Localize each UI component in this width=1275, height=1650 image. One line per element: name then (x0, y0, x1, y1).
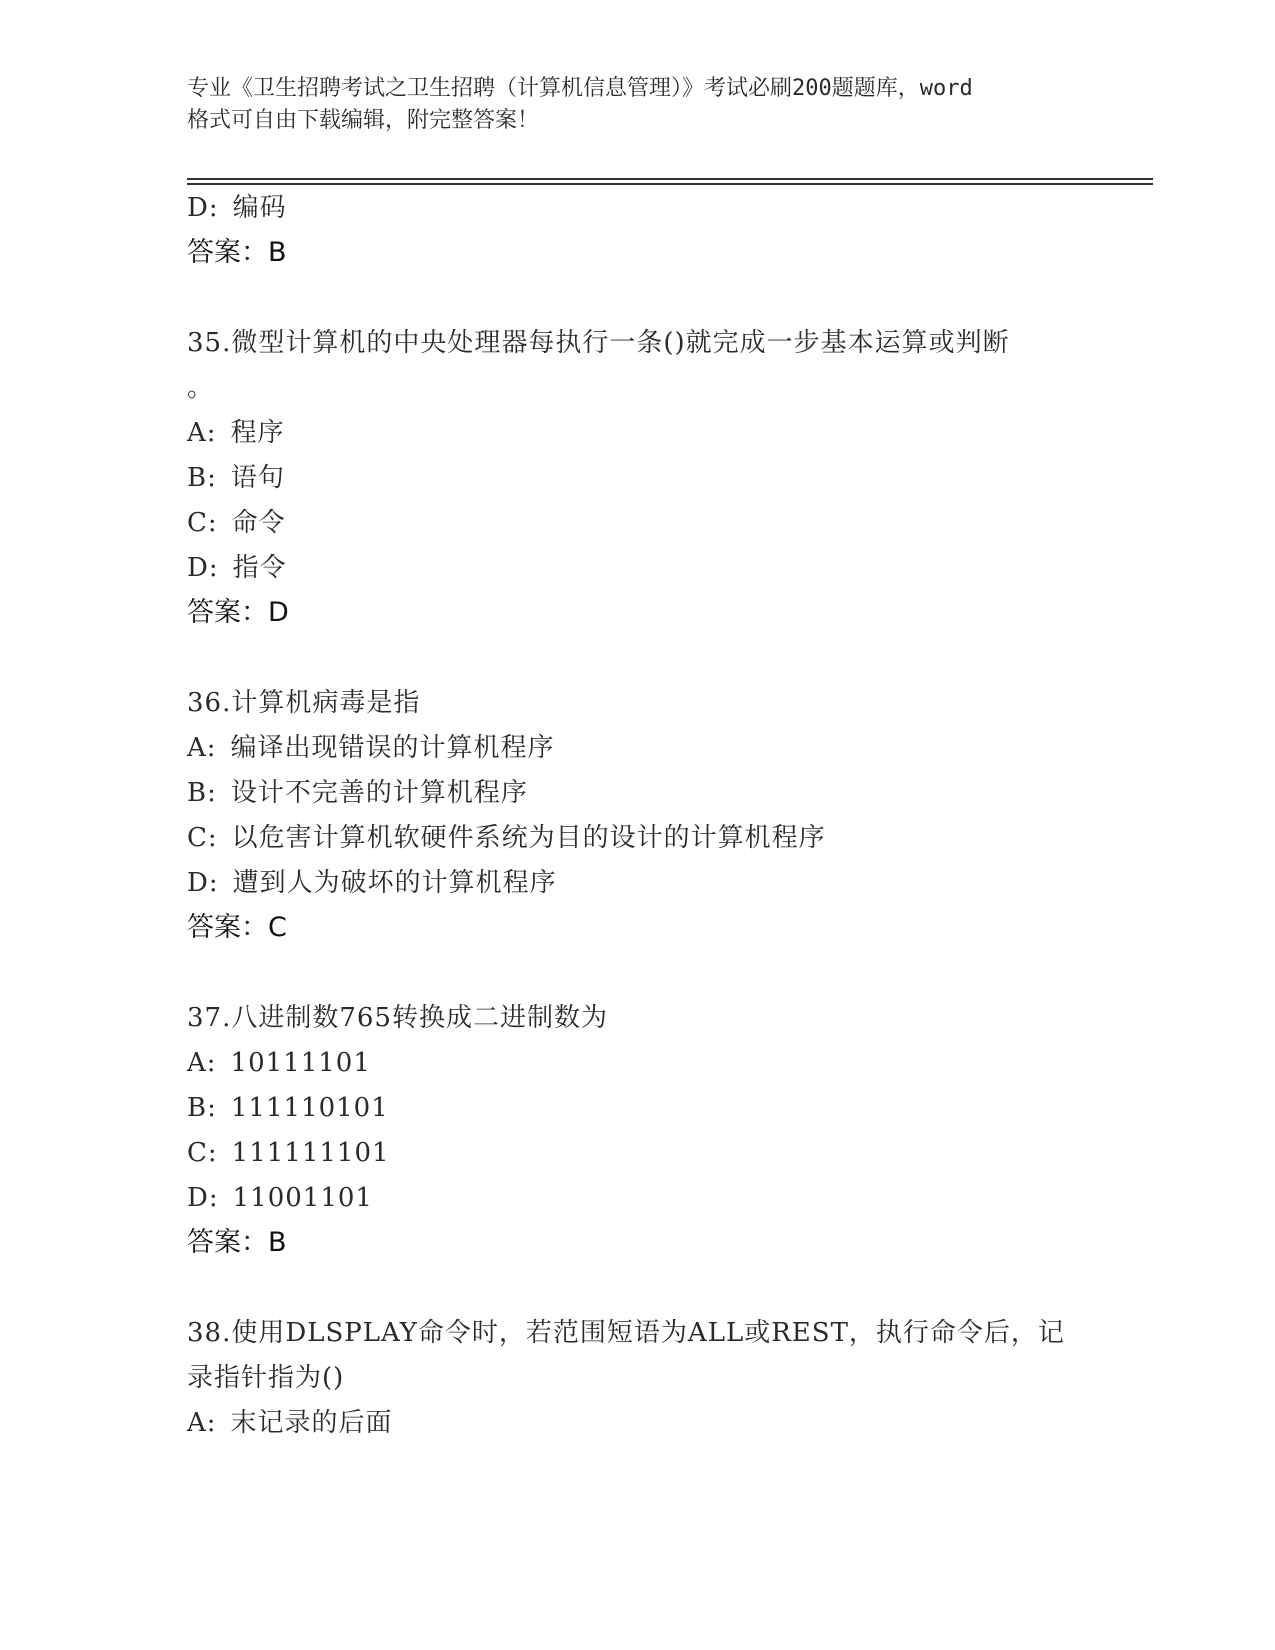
option-d: D: 指令 (187, 553, 287, 583)
option-a: A: 编译出现错误的计算机程序 (187, 733, 555, 763)
question-38-stem: 38.使用DLSPLAY命令时，若范围短语为ALL或REST，执行命令后，记 (187, 1318, 1065, 1348)
document-header (187, 73, 1087, 137)
option-b: B: 111110101 (187, 1093, 389, 1123)
header-divider-bottom (187, 183, 1153, 185)
option-d: D: 遭到人为破坏的计算机程序 (187, 868, 557, 898)
question-36-stem: 36.计算机病毒是指 (187, 688, 421, 718)
answer-line: 答案：D (187, 597, 289, 628)
question-38-stem-cont: 录指针指为() (187, 1363, 345, 1393)
option-d: D: 11001101 (187, 1183, 373, 1213)
option-a: A: 程序 (187, 418, 285, 448)
option-b: B: 设计不完善的计算机程序 (187, 778, 528, 808)
header-line-2: 格式可自由下载编辑，附完整答案！ (187, 108, 540, 133)
question-37-stem: 37.八进制数765转换成二进制数为 (187, 1003, 608, 1033)
answer-line: 答案：B (187, 237, 287, 268)
option-c: C: 命令 (187, 508, 286, 538)
option-a: A: 末记录的后面 (187, 1408, 393, 1438)
answer-line: 答案：C (187, 912, 287, 943)
question-35-stem-cont: 。 (187, 373, 215, 403)
option-b: B: 语句 (187, 463, 285, 493)
header-divider-top (187, 178, 1153, 180)
option-c: C: 111111101 (187, 1138, 390, 1168)
option-a: A: 10111101 (187, 1048, 371, 1078)
answer-line: 答案：B (187, 1227, 287, 1258)
option-d: D: 编码 (187, 193, 287, 223)
option-c: C: 以危害计算机软硬件系统为目的设计的计算机程序 (187, 823, 826, 853)
header-line-1: 专业《卫生招聘考试之卫生招聘（计算机信息管理）》考试必刷200题题库，word (187, 76, 973, 101)
question-35-stem: 35.微型计算机的中央处理器每执行一条()就完成一步基本运算或判断 (187, 328, 1010, 358)
